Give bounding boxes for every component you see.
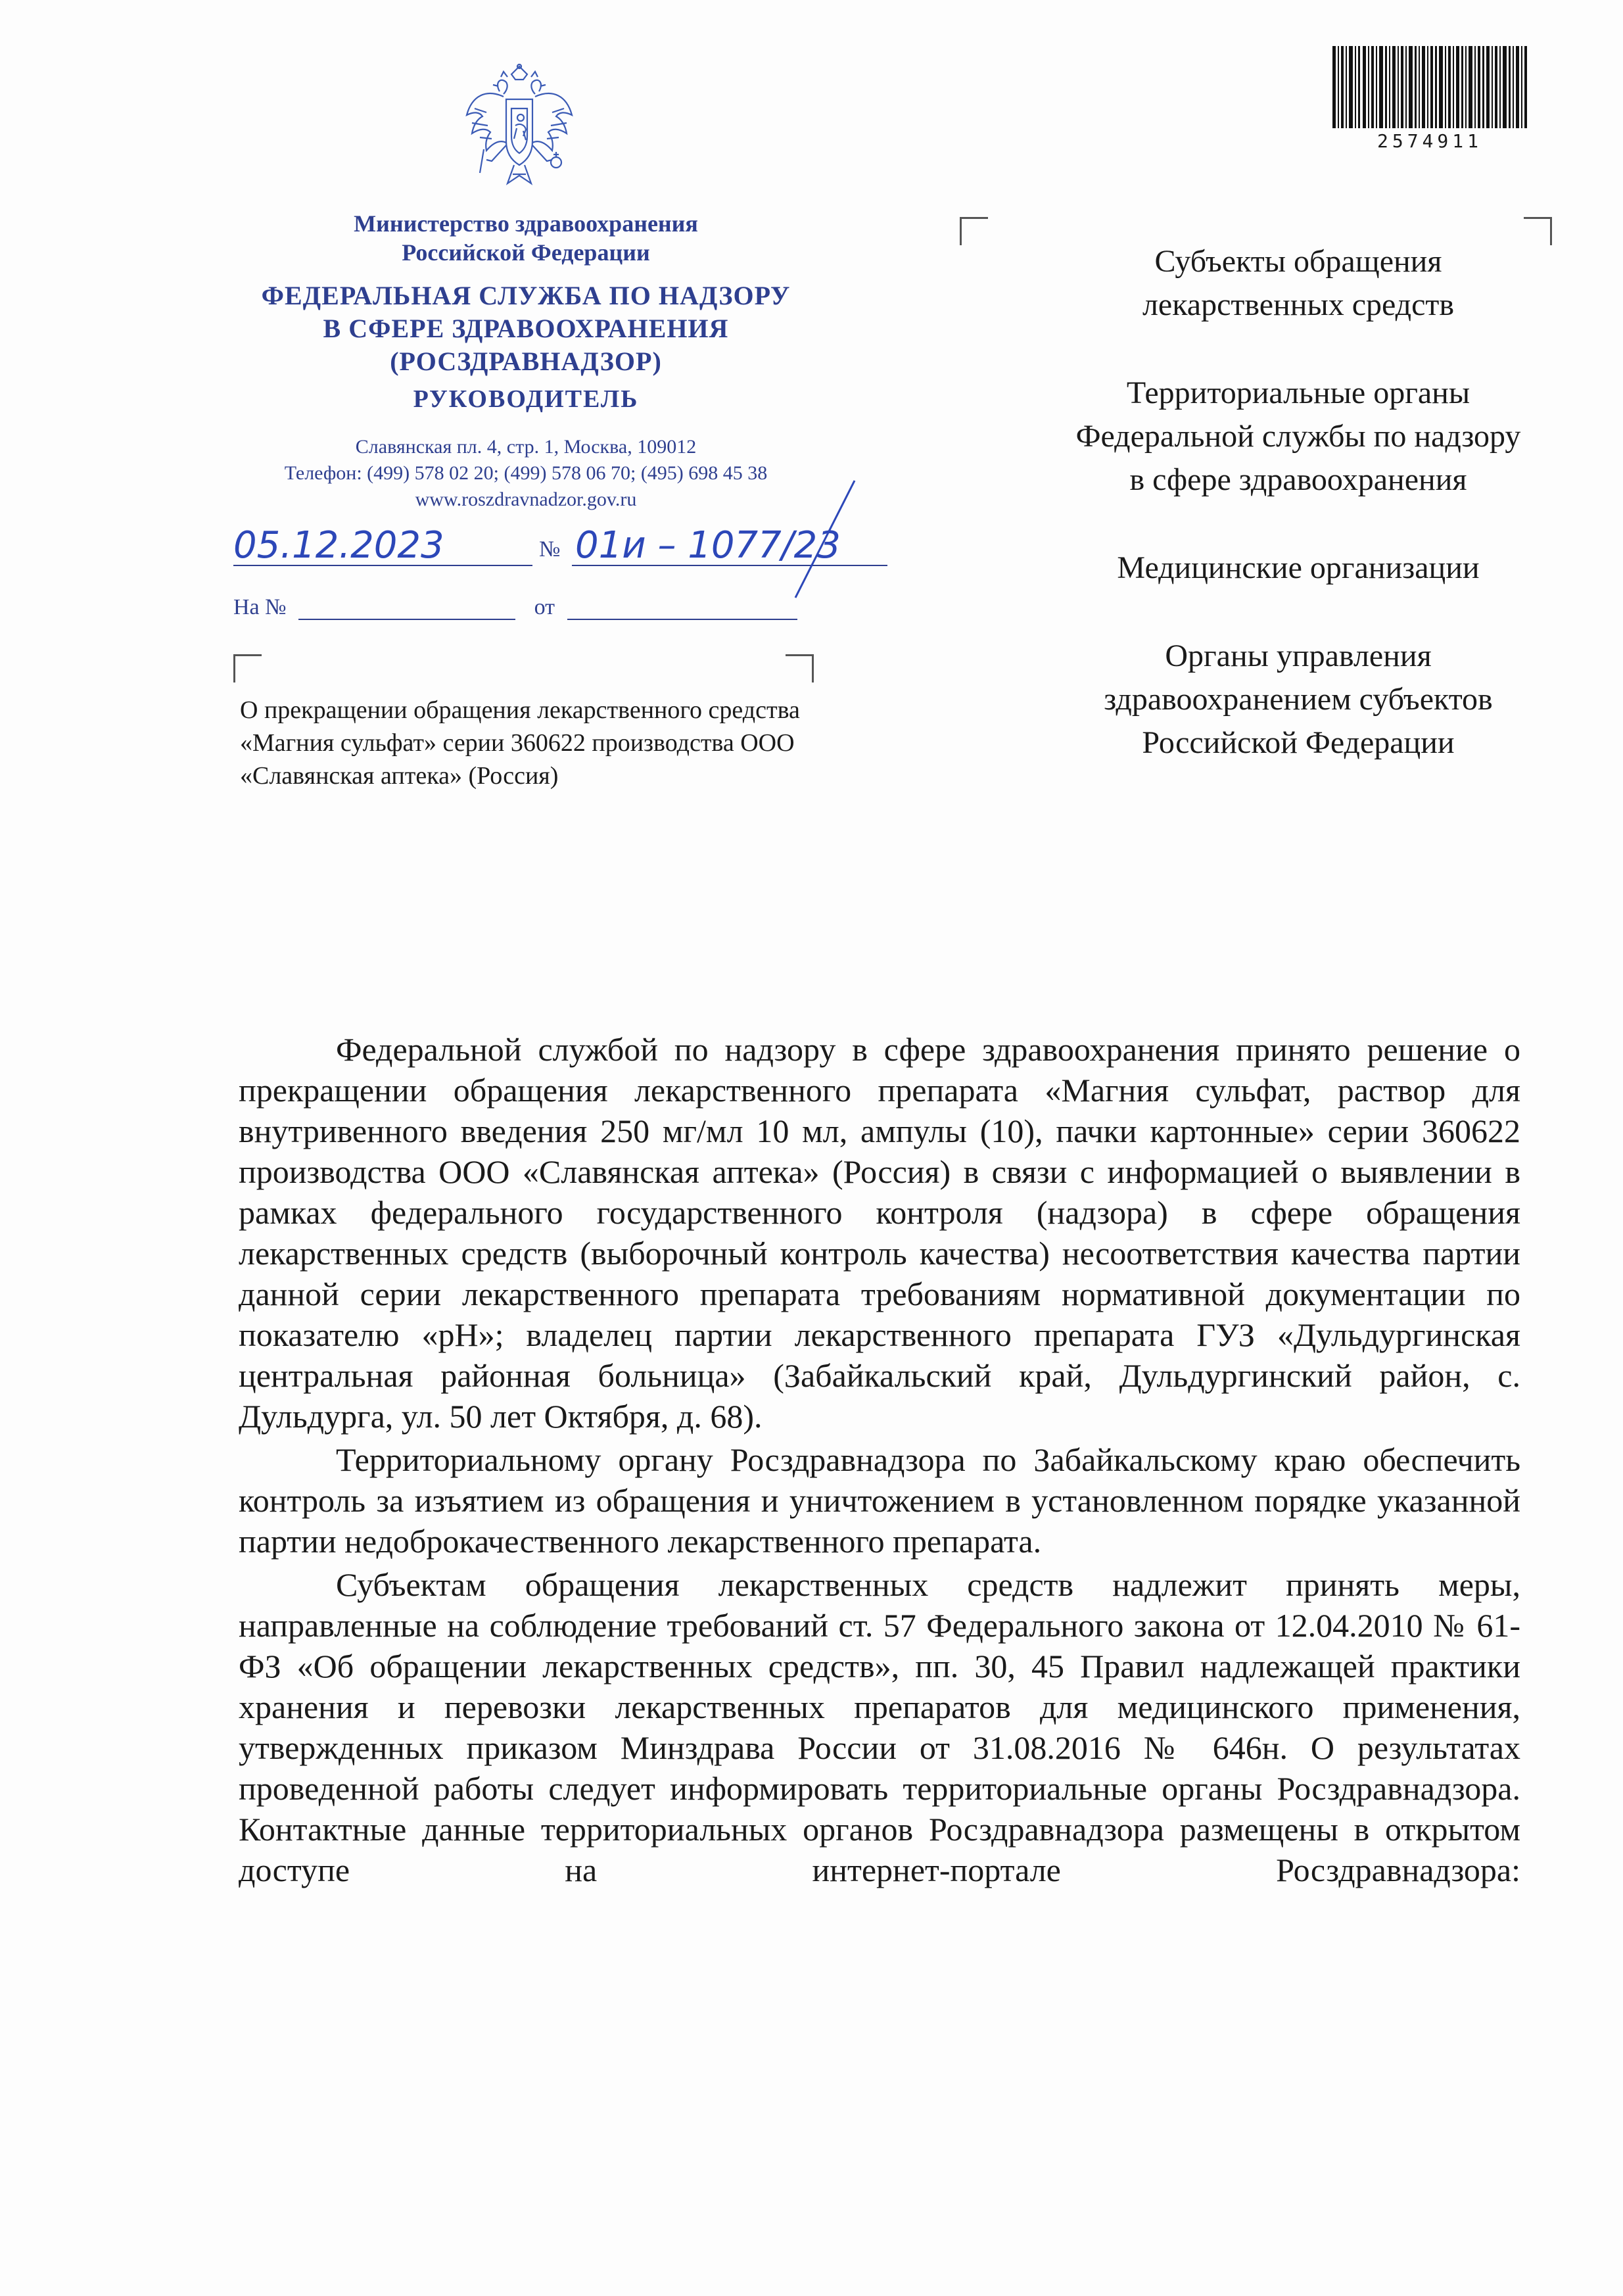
body-paragraph: Субъектам обращения лекарственных средств надлежит принять меры, направленные на соблюдение требований ст. 57 Федерального закона от 12.04.2010 № 61-ФЗ «Об обращении лекарственных средств», пп. 30, 45 Правил надлежащей практики хранения и перевозки лекарственных препаратов для медицинского применения, утвержденных приказом Минздрава России от 31.08.2016 № 646н. О результатах проведенной работы следует информировать территориальные органы Росздравнадзора. Контактные данные территориальных органов Росздравнадзора размещены в открытом доступе на интернет-портале Росздравнадзора: <box>239 1566 1520 1888</box>
letter-body <box>239 1029 1520 1893</box>
website: www.roszdravnadzor.gov.ru <box>415 489 637 510</box>
subject-corner-right <box>786 654 814 682</box>
barcode <box>1331 46 1528 161</box>
registration-date: 05.12.2023 <box>233 524 444 567</box>
body-paragraph: Территориальному органу Росздравнадзора по Забайкальскому краю обеспечить контроль за изъятием из обращения и уничтожением в установленном порядке указанной партии недоброкачественного лекарственного препарата. <box>239 1441 1520 1560</box>
reply-from-blank <box>567 599 797 620</box>
contacts-block <box>197 434 855 513</box>
addressee-corner-left <box>960 217 988 245</box>
registration-number-label: № <box>539 537 561 562</box>
addressee-list <box>999 240 1597 809</box>
reply-from-label: от <box>534 595 555 619</box>
head-title: РУКОВОДИТЕЛЬ <box>413 385 639 413</box>
letter-subject: О прекращении обращения лекарственного средства «Магния сульфат» серии 360622 производства ООО «Славянская аптека» (Россия) <box>240 696 800 790</box>
coat-of-arms-emblem <box>460 62 578 204</box>
addressee-item: Медицинские организации <box>1117 550 1480 585</box>
registration-number: 01и – 1077/23 <box>575 524 841 567</box>
barcode-bars <box>1331 46 1528 128</box>
service-name: ФЕДЕРАЛЬНАЯ СЛУЖБА ПО НАДЗОРУ В СФЕРЕ ЗДРАВООХРАНЕНИЯ (РОСЗДРАВНАДЗОР) <box>261 281 791 376</box>
reply-to-label: На № <box>233 595 287 619</box>
ministry-name: Министерство здравоохранения Российской Федерации <box>354 210 698 266</box>
body-paragraph: Федеральной службой по надзору в сфере здравоохранения принято решение о прекращении обращения лекарственного препарата «Магния сульфат, раствор для внутривенного введения 250 мг/мл 10 мл, ампулы (10), пачки картонные» серии 360622 производства ООО «Славянская аптека» (Россия) в связи с информацией о выявлении в рамках федерального государственного контроля (надзора) в сфере обращения лекарственных средств (выборочный контроль качества) несоответствия качества партии данной серии лекарственного препарата требованиям нормативной документации по показателю «pH»; владелец партии лекарственного препарата ГУЗ «Дульдургинская центральная районная больница» (Забайкальский край, Дульдургинский район, с. Дульдурга, ул. 50 лет Октября, д. 68). <box>239 1031 1520 1435</box>
addressee-item: Субъекты обращения лекарственных средств <box>1142 244 1455 322</box>
addressee-item: Органы управления здравоохранением субъектов Российской Федерации <box>1104 638 1493 760</box>
addressee-item: Территориальные органы Федеральной службы по надзору в сфере здравоохранения <box>1075 375 1521 497</box>
handwritten-slash-mark <box>789 477 861 602</box>
address: Славянская пл. 4, стр. 1, Москва, 109012 <box>355 436 697 458</box>
phones: Телефон: (499) 578 02 20; (499) 578 06 70; (495) 698 45 38 <box>284 462 768 484</box>
reply-reference-row <box>233 595 797 620</box>
barcode-number: 2574911 <box>1376 130 1482 152</box>
subject-corner-left <box>233 654 262 682</box>
reply-to-blank <box>298 599 515 620</box>
